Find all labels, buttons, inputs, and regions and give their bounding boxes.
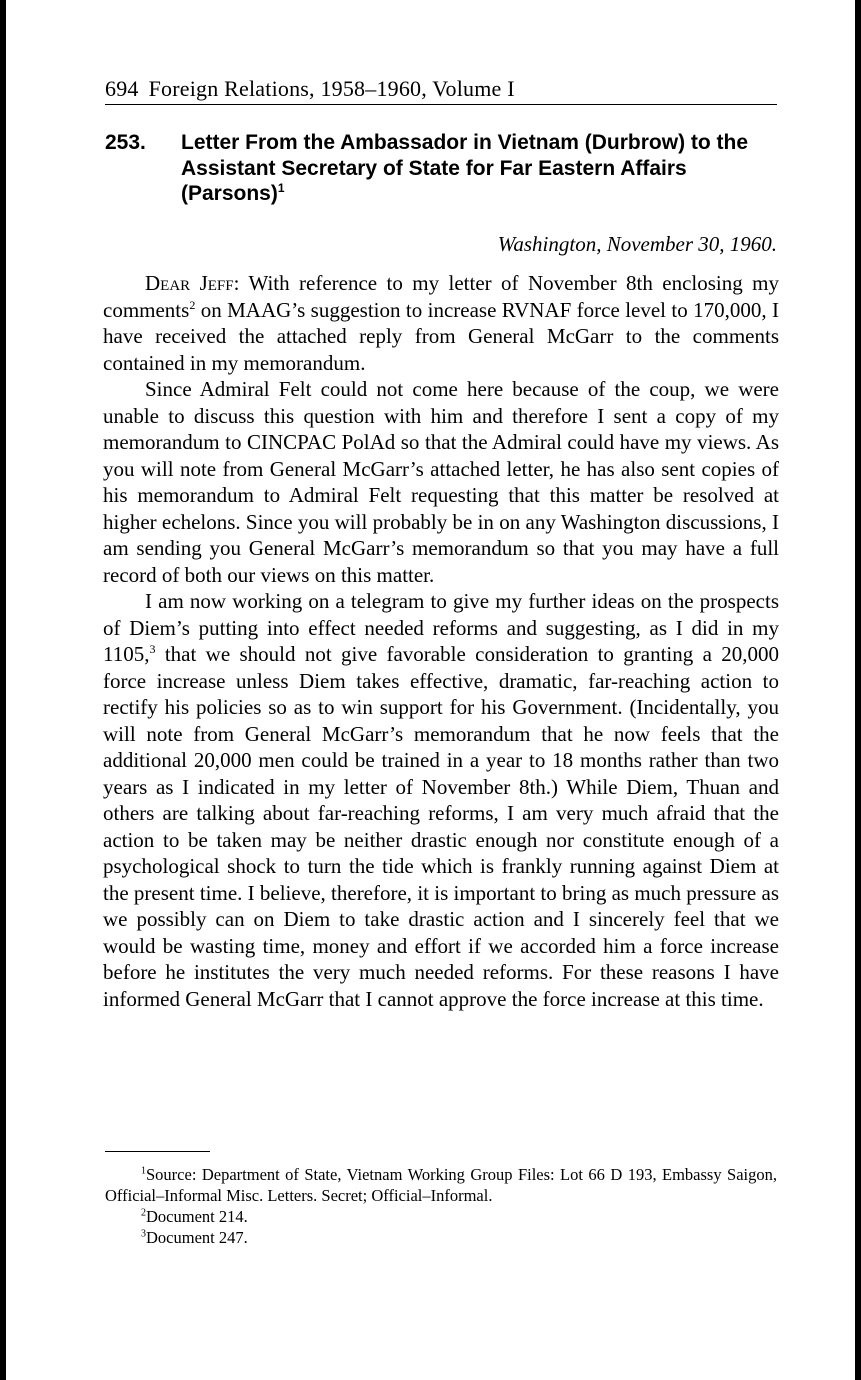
paragraph-text: I am now working on a telegram to give my further ideas on the prospects of Diem’s putting into effect needed reforms and suggesting, as I did in my 1105, (103, 589, 779, 666)
footnote-text: Document 247. (146, 1228, 248, 1247)
paragraph-text: With reference to my letter of November 8th enclosing my comments (103, 271, 779, 322)
paragraph-text: on MAAG’s suggestion to increase RVNAF force level to 170,000, I have received the attached reply from General McGarr to the comments contained in my memorandum. (103, 297, 779, 375)
paragraph-text: that we should not give favorable consideration to granting a 20,000 force increase unless Diem takes effective, dramatic, far-reaching action to rectify his policies so as to win support for his Government. (Incidentally, you will note from General McGarr’s memorandum that he now feels that the additional 20,000 men could be trained in a year to 18 months rather than two years as I indicated in my letter of November 8th.) While Diem, Thuan and others are talking about far-reaching reforms, I am very much afraid that the action to be taken may be neither drastic enough nor constitute enough of a psychological shock to turn the tide which is frankly running against Diem at the present time. I believe, therefore, it is important to bring as much pressure as we possibly can on Diem to take drastic action and I sincerely feel that we would be wasting time, money and effort if we accorded him a force increase before he institutes the very much needed reforms. For these reasons I have informed General McGarr that I cannot approve the force increase at this time. (103, 642, 779, 1011)
page-number: 694 (105, 76, 139, 101)
letter-body (103, 270, 779, 1012)
footnote-text: Document 214. (146, 1207, 248, 1226)
footnotes (105, 1164, 777, 1248)
footnote-divider (105, 1151, 210, 1152)
salutation: Dear Jeff: (145, 271, 240, 295)
document-number: 253. (105, 131, 146, 154)
footnote (105, 1227, 777, 1248)
footnote-ref: 1 (277, 181, 285, 195)
document-heading (105, 130, 777, 207)
footnote-mark: 2 (141, 1207, 146, 1219)
footnote-ref: 3 (149, 642, 156, 656)
footnote-mark: 1 (141, 1165, 146, 1177)
paragraph (103, 270, 779, 376)
volume-title: Foreign Relations, 1958–1960, Volume I (148, 76, 515, 101)
footnote-mark: 3 (141, 1228, 146, 1240)
footnote-ref: 2 (189, 297, 196, 312)
footnote (105, 1206, 777, 1227)
paragraph (103, 588, 779, 1012)
running-head (105, 74, 777, 105)
document-title-text: Letter From the Ambassador in Vietnam (Durbrow) to the Assistant Secretary of State for Far Eastern Affairs (Parsons) (181, 131, 749, 205)
footnote (105, 1164, 777, 1206)
document-page (6, 0, 855, 1380)
footnote-text: Source: Department of State, Vietnam Working Group Files: Lot 66 D 193, Embassy Saigon, Official–Informal Misc. Letters. Secret; Official–Informal. (105, 1165, 777, 1205)
paragraph: Since Admiral Felt could not come here because of the coup, we were unable to discuss this question with him and therefore I sent a copy of my memorandum to CINCPAC PolAd so that the Admiral could have my views. As you will note from General McGarr’s attached letter, he has also sent copies of his memorandum to Admiral Felt requesting that this matter be resolved at higher echelons. Since you will probably be in on any Washington discussions, I am sending you General McGarr’s memorandum so that you may have a full record of both our views on this matter. (103, 377, 779, 587)
dateline: Washington, November 30, 1960. (497, 232, 777, 256)
document-title (181, 130, 777, 207)
